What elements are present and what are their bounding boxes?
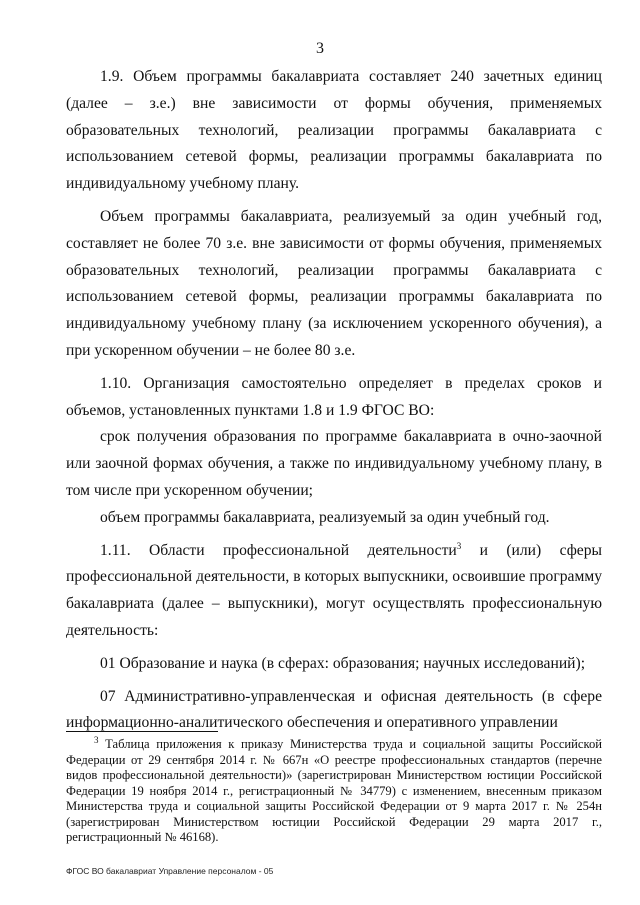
footnote-mark: 3 <box>94 734 99 745</box>
footnote <box>66 734 602 846</box>
paragraph-annual-volume: Объем программы бакалавриата, реализуемый за один учебный год, составляет не более 70 з.е. вне зависимости от формы обучения, применяемых образовательных технологий, реализации программы бакалавриата с использованием сетевой формы, реализации программы бакалавриата по индивидуальному учебному плану (за исключением ускоренного обучения), а при ускоренном обучении – не более 80 з.е. <box>66 207 602 359</box>
page-number: 3 <box>316 40 324 57</box>
footnote-separator <box>66 731 218 732</box>
paragraph-1-11-rest: и (или) сферы профессиональной деятельности, в которых выпускники, освоившие программу бакалавриата (далее – выпускники), могут осуществлять профессиональную деятельность: <box>66 541 602 639</box>
page-footer: ФГОС ВО бакалавриат Управление персоналом - 05 <box>66 866 274 876</box>
area-education-science: 01 Образование и наука (в сферах: образования; научных исследований); <box>100 654 586 672</box>
paragraph-1-11 <box>66 538 602 645</box>
paragraph-1-10: 1.10. Организация самостоятельно определяет в пределах сроков и объемов, установленных пунктами 1.8 и 1.9 ФГОС ВО: <box>66 374 602 419</box>
main-text <box>66 64 602 737</box>
paragraph-study-period: срок получения образования по программе бакалавриата в очно-заочной или заочной формах обучения, а также по индивидуальному учебному плану, в том числе при ускоренном обучении; <box>66 428 602 499</box>
footnote-reference: 3 <box>456 540 462 551</box>
area-administrative-office: 07 Административно-управленческая и офисная деятельность (в сфере информационно-аналитического обеспечения и оперативного управлении <box>66 687 602 732</box>
paragraph-1-11-start: 1.11. Области профессиональной деятельности <box>100 541 457 559</box>
paragraph-annual-program-volume: объем программы бакалавриата, реализуемый за один учебный год. <box>100 508 550 526</box>
paragraph-1-9: 1.9. Объем программы бакалавриата составляет 240 зачетных единиц (далее – з.е.) вне зависимости от формы обучения, применяемых образовательных технологий, реализации программы бакалавриата с использованием сетевой формы, реализации программы бакалавриата по индивидуальному учебному плану. <box>66 68 602 193</box>
footnote-text: Таблица приложения к приказу Министерства труда и социальной защиты Российской Федерации от 29 сентября 2014 г. № 667н «О реестре профессиональных стандартов (перечне видов профессиональной деятельности)» (зарегистрирован Министерством юстиции Российской Федерации 19 ноября 2014 г., регистрационный № 34779) с изменением, внесенным приказом Министерства труда и социальной защиты Российской Федерации от 9 марта 2017 г. № 254н (зарегистрирован Министерством юстиции Российской Федерации 29 марта 2017 г., регистрационный № 46168). <box>66 737 602 844</box>
